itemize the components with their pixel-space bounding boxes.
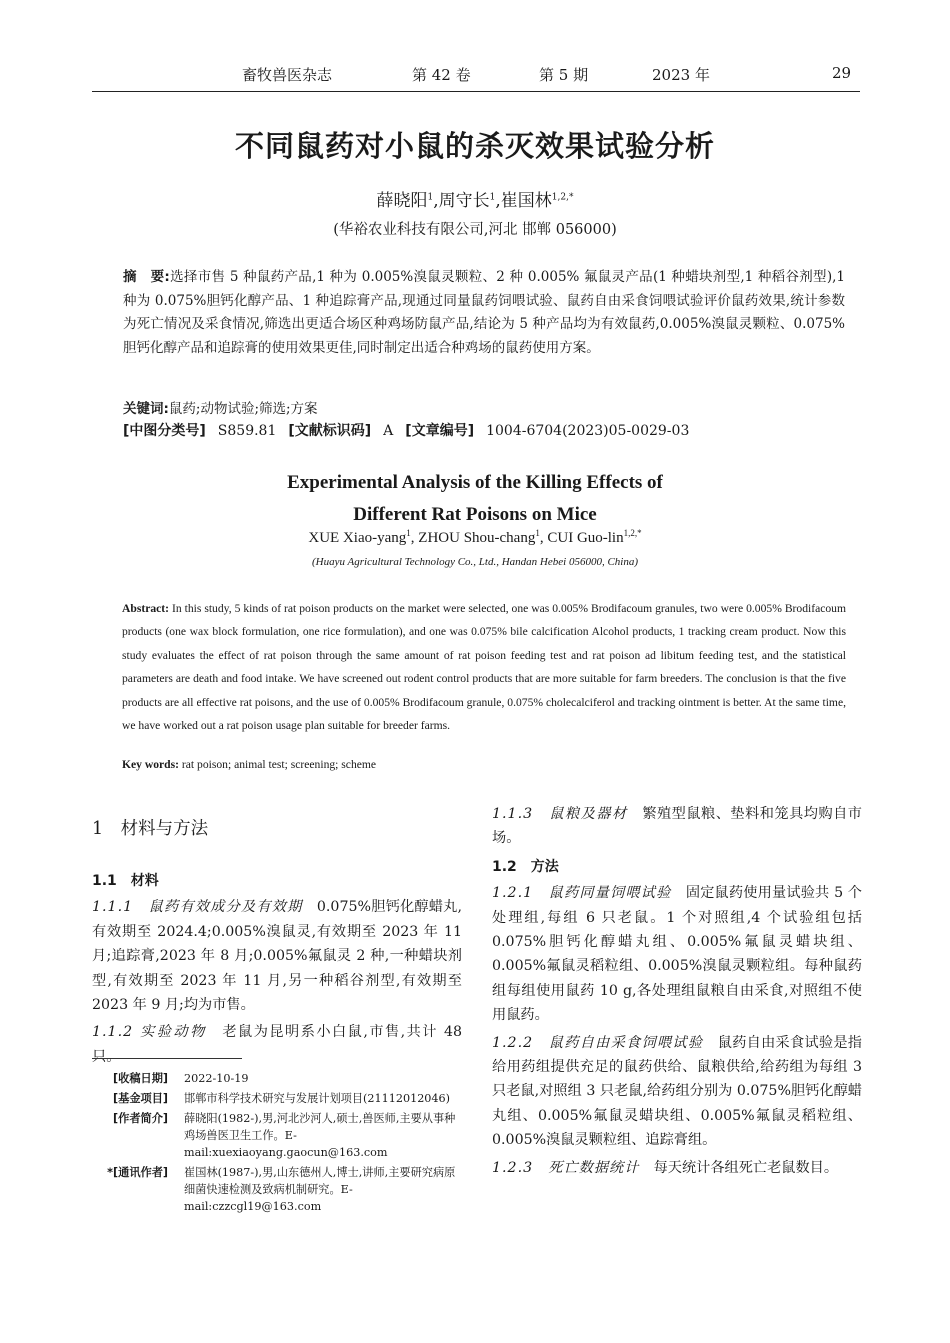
footnote-key: *[通讯作者]: [107, 1166, 168, 1179]
classification-line: [123, 420, 845, 440]
keywords-text-cn: 鼠药;动物试验;筛选;方案: [168, 401, 318, 417]
subsection-heading-1-1: 1.1 材料: [92, 873, 159, 889]
abstract-text-en: In this study, 5 kinds of rat poison products on the market were selected, one was 0.005% Brodifacoum granules, two were 0.005% Brodifacoum products (one wax block formulation, one rice formulation), and one was 0.075% bile calcification Alcohol products, 1 tracking cream product. Now this study evaluates the effect of rat poison through the same amount of rat poison feeding test and rat poison ad libitum feeding test, and the statistical parameters are death and food intake. We have screened out rodent control products that are more suitable for farm breeders. The conclusion is that the five products are all effective rat poisons, and the use of 0.005% Brodifacoum granule, 0.075% cholecalciferol and tracking ointment is better. At the same time, we have worked out a rat poison usage plan suitable for breeder farms.: [122, 602, 846, 733]
footnote-value: 薛晓阳(1982-),男,河北沙河人,硕士,兽医师,主要从事种鸡场兽医卫生工作。E-mail:xuexiaoyang.gaocun@163.com: [184, 1112, 456, 1159]
footnote-item: [92, 1164, 462, 1215]
footnote-item: [92, 1070, 462, 1087]
doc-code-label: [文献标识码]: [288, 423, 372, 439]
publication-year: 2023 年: [652, 66, 710, 84]
paragraph-1-1-3: [492, 802, 862, 851]
paragraph-heading: 1.1.1 鼠药有效成分及有效期: [92, 899, 303, 916]
abstract-label-cn: 摘 要:: [123, 269, 170, 285]
keywords-label-cn: 关键词:: [123, 401, 169, 417]
clc-label: [中图分类号]: [123, 423, 206, 439]
paragraph-1-2-2: [492, 1031, 862, 1153]
footnote-value: 2022-10-19: [184, 1072, 249, 1085]
paragraph-1-1-2: [92, 1020, 462, 1069]
body-right-column: [492, 802, 862, 1183]
abstract-label-en: Abstract:: [122, 602, 170, 615]
author-name: 崔国林: [500, 191, 552, 211]
paragraph-body: 固定鼠药使用量试验共 5 个处理组,每组 6 只老鼠。1 个对照组,4 个试验组包括 0.075%胆钙化醇蜡丸组、0.005%氟鼠灵蜡块组、0.005%氟鼠灵稻粒组、0.005%溴鼠灵颗粒组。每种鼠药组每组使用鼠药 10 g,各处理组鼠粮自由采食,对照组不使用鼠药。: [492, 885, 862, 1024]
footnote-key: [基金项目]: [113, 1092, 168, 1105]
paragraph-body: 老鼠为昆明系小白鼠,市售,共计 48 只。: [92, 1024, 462, 1065]
paragraph-body: 鼠药自由采食试验是指给用药组提供充足的鼠药供给、鼠粮供给,给药组为每组 3 只老鼠,对照组 3 只老鼠,给药组分别为 0.075%胆钙化醇蜡丸组、0.005%氟鼠灵蜡块组、0.005%氟鼠灵稻粒组、0.005%溴鼠灵颗粒组、追踪膏组。: [492, 1034, 862, 1149]
abstract-en: [122, 597, 846, 737]
paragraph-body: 繁殖型鼠粮、垫料和笼具均购自市场。: [492, 806, 862, 847]
keywords-cn: [123, 397, 845, 417]
article-title-cn: 不同鼠药对小鼠的杀灭效果试验分析: [234, 129, 715, 163]
author-name-en: ZHOU Shou-chang: [418, 530, 536, 546]
footnotes: [92, 1070, 462, 1218]
paragraph-heading: 1.2.3 死亡数据统计: [492, 1159, 640, 1176]
keywords-en: [122, 758, 846, 771]
author-name: 周守长: [438, 191, 490, 211]
paragraph-body: 每天统计各组死亡老鼠数目。: [639, 1159, 839, 1176]
author-affiliation-mark: 1: [427, 192, 434, 203]
author-affiliation-mark: 1,2,*: [551, 192, 574, 203]
paragraph-heading: 1.1.3 鼠粮及器材: [492, 806, 628, 822]
abstract-cn: [123, 266, 845, 360]
paragraph-1-2-3: [492, 1156, 862, 1180]
clc-value: S859.81: [217, 423, 277, 439]
section-heading-1: 1 材料与方法: [92, 819, 209, 839]
keywords-label-en: Key words:: [122, 758, 179, 771]
abstract-text-cn: 选择市售 5 种鼠药产品,1 种为 0.005%溴鼠灵颗粒、2 种 0.005% 氟鼠灵产品(1 种蜡块剂型,1 种稻谷剂型),1 种为 0.075%胆钙化醇产品、1 种追踪膏产品,现通过同量鼠药饲喂试验、鼠药自由采食饲喂试验评价鼠药效果,统计参数为死亡情况及采食情况,筛选出更适合场区种鸡场防鼠产品,结论为 5 种产品均为有效鼠药,0.005%溴鼠灵颗粒、0.075%胆钙化醇产品和追踪膏的使用效果更佳,同时制定出适合种鸡场的鼠药使用方案。: [123, 269, 846, 356]
header-rule: [92, 91, 860, 92]
footnote-rule: [92, 1058, 242, 1059]
paragraph-body: 0.075%胆钙化醇蜡丸,有效期至 2024.4;0.005%溴鼠灵,有效期至 2023 年 11 月;追踪膏,2023 年 8 月;0.005%氟鼠灵 2 种,一种蜡块剂型,有效期至 2023 年 11 月,另一种稻谷剂型,有效期至 2023 年 9 月;均为市售。: [92, 899, 462, 1014]
article-title-en: [0, 467, 950, 531]
footnote-value: 邯郸市科学技术研究与发展计划项目(21112012046): [184, 1092, 451, 1105]
title-en-line-1: Experimental Analysis of the Killing Effects of: [287, 472, 663, 493]
paragraph-heading: 1.2.2 鼠药自由采食饲喂试验: [492, 1034, 704, 1051]
author-affiliation-mark: 1: [406, 528, 411, 538]
footnote-key: [收稿日期]: [113, 1072, 168, 1085]
journal-name: 畜牧兽医杂志: [242, 66, 333, 84]
footnote-item: [92, 1090, 462, 1107]
footnote-key: [作者简介]: [113, 1112, 168, 1125]
author-name-en: CUI Guo-lin: [547, 530, 624, 546]
author-affiliation-mark: 1: [535, 528, 540, 538]
affiliation-cn: (华裕农业科技有限公司,河北 邯郸 056000): [333, 222, 617, 238]
body-left-column: [92, 865, 462, 1072]
footnote-value: 崔国林(1987-),男,山东德州人,博士,讲师,主要研究病原细菌快速检测及致病机制研究。E-mail:czzcgl19@163.com: [184, 1166, 456, 1213]
subsection-heading-1-2: 1.2 方法: [492, 858, 559, 875]
article-number-value: 1004-6704(2023)05-0029-03: [486, 423, 690, 439]
keywords-text-en: rat poison; animal test; screening; scheme: [181, 758, 377, 771]
paragraph-1-2-1: [492, 881, 862, 1027]
running-header: [92, 64, 860, 88]
author-name-en: XUE Xiao-yang: [308, 530, 407, 546]
doc-code-value: A: [383, 423, 394, 439]
title-en-line-2: Different Rat Poisons on Mice: [353, 504, 597, 525]
article-number-label: [文章编号]: [405, 423, 475, 439]
author-list-en: XUE Xiao-yang$^1$, ZHOU Shou-chang$^1$, CUI Guo-lin$^{1,2,*}$: [308, 528, 642, 546]
paragraph-heading: 1.2.1 鼠药同量饲喂试验: [492, 885, 672, 902]
affiliation-en: (Huayu Agricultural Technology Co., Ltd., Handan Hebei 056000, China): [311, 556, 638, 568]
author-affiliation-mark: 1,2,*: [623, 528, 642, 538]
author-affiliation-mark: 1: [489, 192, 496, 203]
volume-number: 第 42 卷: [412, 66, 471, 84]
footnote-item: [92, 1110, 462, 1161]
paragraph-heading: 1.1.2 实验动物: [92, 1024, 207, 1041]
page-number: 29: [832, 64, 852, 82]
author-list-cn: 薛晓阳$^1$,周守长$^1$,崔国林$^{1,2,*}$: [376, 191, 574, 211]
issue-number: 第 5 期: [539, 66, 589, 84]
author-name: 薛晓阳: [376, 191, 428, 211]
paragraph-1-1-1: [92, 895, 462, 1017]
